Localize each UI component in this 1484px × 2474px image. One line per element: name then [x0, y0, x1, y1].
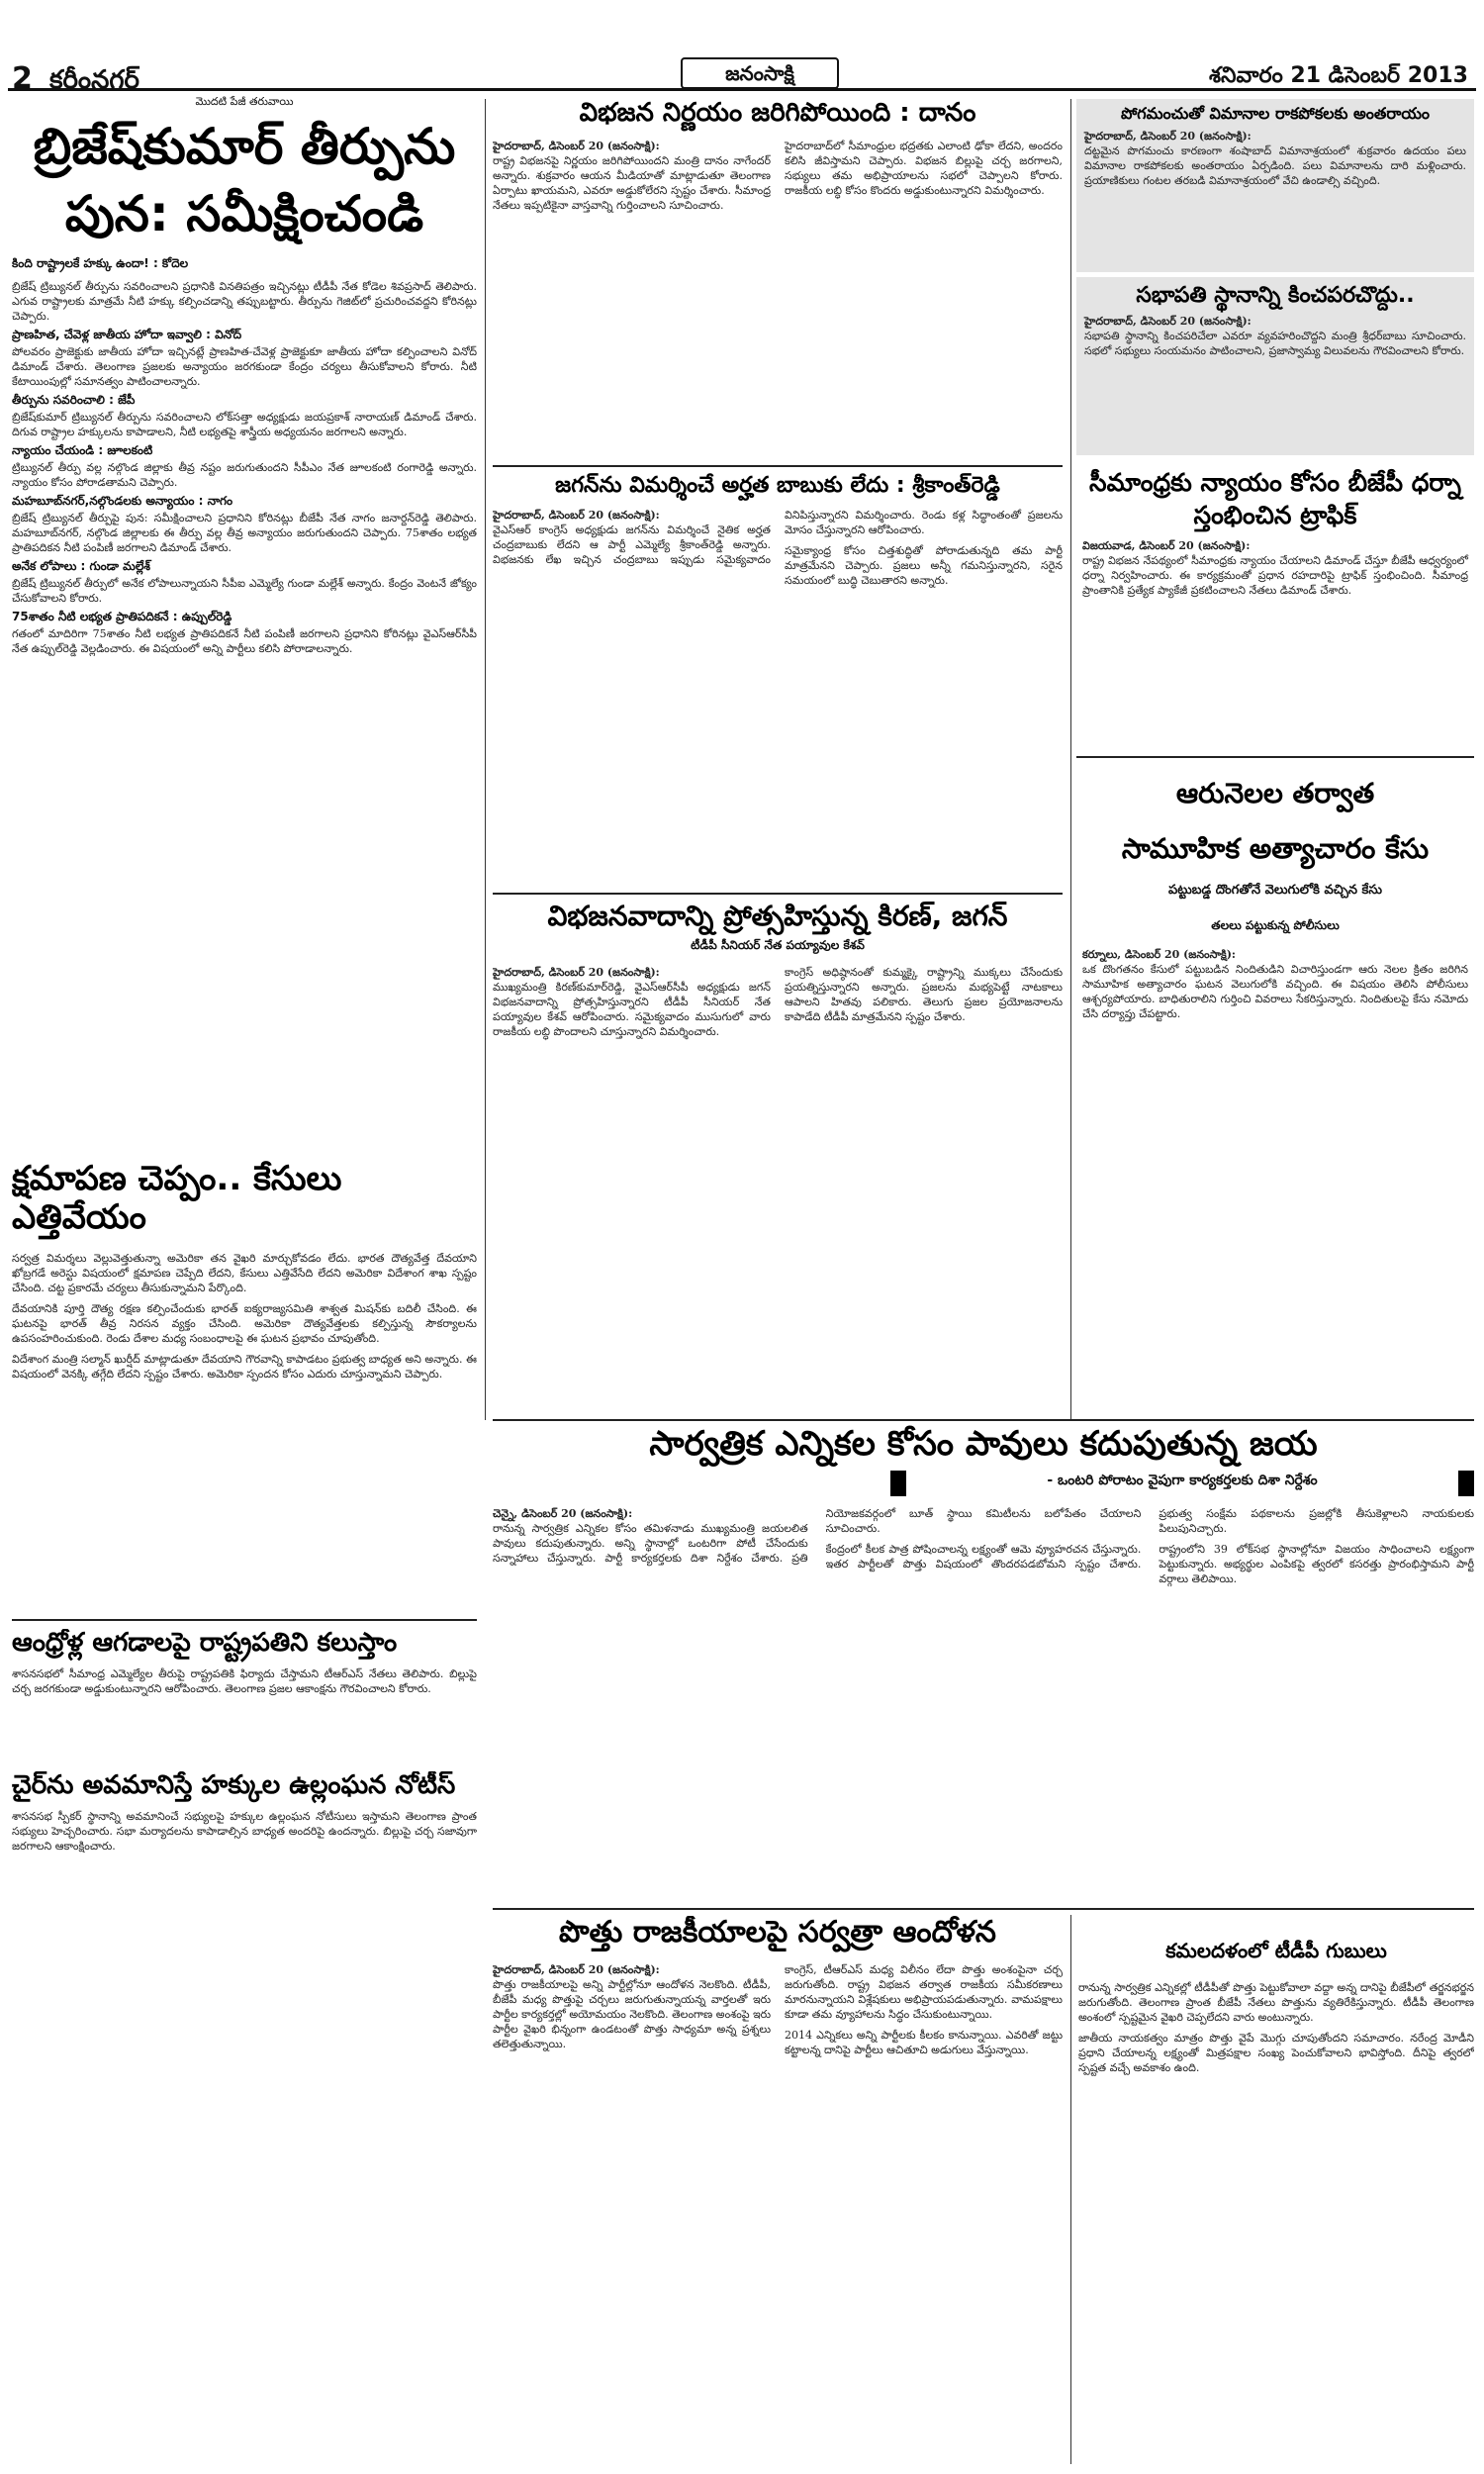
strap-bracket-left	[890, 1471, 906, 1496]
paragraph: ట్రిబ్యునల్ తీర్పు వల్ల నల్గొండ జిల్లాకు తీవ్ర నష్టం జరుగుతుందని సీపీఎం నేత జూలకంటి రంగారెడ్డి అన్నారు. న్యాయం కోసం పోరాడతామని చెప్పారు.	[12, 461, 477, 489]
kicker: కింది రాష్ట్రాలకే హక్కు ఉందా! : కోదెల	[12, 256, 189, 270]
story-jaya	[493, 1506, 1474, 1902]
dateline: హైదరాబాద్, డిసెంబర్ 20 (జనంసాక్షి):	[1084, 130, 1252, 143]
story-alliance	[493, 1916, 1063, 2464]
headline: సీమాంధ్రకు న్యాయం కోసం బీజేపీ ధర్నా	[1089, 468, 1461, 497]
headline: విభజన నిర్ణయం జరిగిపోయింది : దానం	[579, 99, 976, 128]
paragraph: దేవయానికి పూర్తి దౌత్య రక్షణ కల్పించేందుకు భారత్ ఐక్యరాజ్యసమితి శాశ్వత మిషన్‌కు బదిలీ చేసింది. ఈ ఘటనపై భారత్ తీవ్ర నిరసన వ్యక్తం చేసింది. అమెరికా దౌత్యవేత్తలకు కల్పిస్తున్న సౌకర్యాలను ఉపసంహరించుకుంది. రెండు దేశాల మధ్య సంబంధాలపై ఈ ఘటన ప్రభావం చూపుతోంది.	[12, 1302, 477, 1346]
paragraph: రాష్ట్రంలోని 39 లోక్‌సభ స్థానాల్లోనూ విజయం సాధించాలని లక్ష్యంగా పెట్టుకున్నారు. అభ్యర్థుల ఎంపికపై త్వరలో కసరత్తు ప్రారంభిస్తామని పార్టీ వర్గాలు తెలిపాయి.	[1159, 1543, 1474, 1585]
story-president	[12, 1629, 477, 1767]
paragraph: హైదరాబాద్‌లో సీమాంధ్రుల భద్రతకు ఎలాంటి ఢోకా లేదని, అందరం కలిసి జీవిస్తామని చెప్పారు. విభజన బిల్లుపై చర్చ జరగాలని, సభ్యులు తమ అభిప్రాయాలను సభలో చెప్పాలని కోరారు. రాజకీయ లబ్ధి కోసం కొందరు అడ్డుకుంటున్నారని విమర్శించారు.	[785, 139, 1063, 197]
dateline: చెన్నై, డిసెంబర్ 20 (జనంసాక్షి):	[493, 1507, 633, 1520]
paragraph: బ్రిజేష్‌కుమార్ ట్రిబ్యునల్ తీర్పును సవరించాలని లోక్‌సత్తా అధ్యక్షుడు జయప్రకాశ్ నారాయణ్ డిమాండ్ చేశారు. దిగువ రాష్ట్రాల హక్కులను కాపాడాలని, నీటి లభ్యతపై శాస్త్రీయ అధ్యయనం జరగాలని అన్నారు.	[12, 411, 477, 438]
paper-logo: జనంసాక్షి	[681, 57, 839, 89]
dateline: హైదరాబాద్, డిసెంబర్ 20 (జనంసాక్షి):	[493, 1962, 660, 1976]
headline: సార్వత్రిక ఎన్నికల కోసం పావులు కదుపుతున్న జయ	[649, 1425, 1318, 1464]
dateline: విజయవాడ, డిసెంబర్ 20 (జనంసాక్షి):	[1082, 538, 1251, 552]
paragraph: సమైక్యాంధ్ర కోసం చిత్తశుద్ధితో పోరాడుతున్నది తమ పార్టీ మాత్రమేనని చెప్పారు. ప్రజలు అన్నీ గమనిస్తున్నారని, సరైన సమయంలో బుద్ధి చెబుతారని అన్నారు.	[785, 544, 1063, 588]
headline: పొత్తు రాజకీయాలపై సర్వత్రా ఆందోళన	[558, 1916, 996, 1950]
masthead	[8, 61, 1476, 96]
page-number: 2	[12, 61, 33, 96]
column-rule	[485, 99, 486, 1420]
photo-caption: తలలు పట్టుకున్న పోలీసులు	[1211, 918, 1340, 933]
column-rule	[1070, 1915, 1071, 2464]
kicker: పట్టుబడ్డ దొంగతోనే వెలుగులోకి వచ్చిన కేసు	[1168, 883, 1382, 899]
story-bjp-tdp	[1078, 1920, 1474, 2464]
story-bjp-dharna	[1076, 465, 1474, 752]
headline: స్తంభించిన ట్రాఫిక్	[1193, 500, 1357, 529]
paragraph: 2014 ఎన్నికలు అన్ని పార్టీలకు కీలకం కానున్నాయి. ఎవరితో జట్టు కట్టాలన్న దానిపై పార్టీలు ఆచితూచి అడుగులు వేస్తున్నాయి.	[785, 2028, 1063, 2056]
story-tribunal	[12, 95, 477, 1154]
headline: బ్రిజేష్‌కుమార్ తీర్పును	[33, 118, 456, 175]
paragraph: కేంద్రంలో కీలక పాత్ర పోషించాలన్న లక్ష్యంతో ఆమె వ్యూహరచన చేస్తున్నారు. ఇతర పార్టీలతో పొత్తు విషయంలో తొందరపడబోమని స్పష్టం చేశారు. ప్రభుత్వ సంక్షేమ పథకాలను ప్రజల్లోకి తీసుకెళ్లాలని నాయకులకు పిలుపునిచ్చారు.	[825, 1507, 1474, 1570]
paragraph: పొత్తు రాజకీయాలపై అన్ని పార్టీల్లోనూ ఆందోళన నెలకొంది. టీడీపీ, బీజేపీ మధ్య పొత్తుపై చర్చలు జరుగుతున్నాయన్న వార్తలతో ఇరు పార్టీల కార్యకర్తల్లో అయోమయం నెలకొంది. తెలంగాణ అంశంపై ఇరు పార్టీల వైఖరి భిన్నంగా ఉండటంతో పొత్తు సాధ్యమా అన్న ప్రశ్నలు తలెత్తుతున్నాయి.	[493, 1977, 771, 2050]
paragraph: సభాపతి స్థానాన్ని కించపరిచేలా ఎవరూ వ్యవహరించొద్దని మంత్రి శ్రీధర్‌బాబు సూచించారు. సభలో సభ్యులు సంయమనం పాటించాలని, ప్రజాస్వామ్య విలువలను గౌరవించాలని కోరారు.	[1084, 330, 1466, 358]
paragraph: శాసనసభ స్పీకర్ స్థానాన్ని అవమానించే సభ్యులపై హక్కుల ఉల్లంఘన నోటీసులు ఇస్తామని తెలంగాణ ప్రాంత సభ్యులు హెచ్చరించారు. సభా మర్యాదలను కాపాడాల్సిన బాధ్యత అందరిపై ఉందన్నారు. బిల్లుపై చర్చ సజావుగా జరగాలని ఆకాంక్షించారు.	[12, 1809, 477, 1853]
paragraph: విదేశాంగ మంత్రి సల్మాన్ ఖుర్షీద్ మాట్లాడుతూ దేవయాని గౌరవాన్ని కాపాడటం ప్రభుత్వ బాధ్యత అని అన్నారు. ఈ విషయంలో వెనక్కి తగ్గేది లేదని స్పష్టం చేశారు. అమెరికా స్పందన కోసం ఎదురు చూస్తున్నామని చెప్పారు.	[12, 1353, 477, 1381]
column-rule	[1070, 99, 1071, 1420]
subheading: మహబూబ్‌నగర్,నల్గొండలకు అన్యాయం : నాగం	[12, 494, 233, 508]
headline: కమలదళంలో టీడీపీ గుబులు	[1165, 1939, 1387, 1962]
subheading: 75శాతం నీటి లభ్యత ప్రాతిపదికనే : ఉప్పుల్‌రెడ్డి	[12, 610, 232, 623]
story-danam	[493, 99, 1063, 465]
story-case	[1076, 764, 1474, 1417]
dateline: హైదరాబాద్, డిసెంబర్ 20 (జనంసాక్షి):	[1084, 315, 1252, 329]
divider	[1076, 756, 1474, 758]
dateline: హైదరాబాద్, డిసెంబర్ 20 (జనంసాక్షి):	[493, 966, 660, 980]
headline: పున: సమీక్షించండి	[64, 184, 424, 242]
continuation-label: మొదటి పేజీ తరువాయి	[195, 95, 294, 108]
paragraph: శాసనసభలో సీమాంధ్ర ఎమ్మెల్యేల తీరుపై రాష్ట్రపతికి ఫిర్యాదు చేస్తామని టీఆర్‌ఎస్ నేతలు తెలిపారు. బిల్లుపై చర్చ జరగకుండా అడ్డుకుంటున్నారని ఆరోపించారు. తెలంగాణ ప్రజల ఆకాంక్షను గౌరవించాలని కోరారు.	[12, 1666, 477, 1695]
paragraph: ఒక దొంగతనం కేసులో పట్టుబడిన నిందితుడిని విచారిస్తుండగా ఆరు నెలల క్రితం జరిగిన సామూహిక అత్యాచారం ఘటన వెలుగులోకి వచ్చింది. ఈ విషయం తెలిసి పోలీసులు ఆశ్చర్యపోయారు. బాధితురాలిని గుర్తించి వివరాలు సేకరిస్తున్నారు. నిందితులపై కేసు నమోదు చేసి దర్యాప్తు చేపట్టారు.	[1082, 963, 1468, 1021]
paragraph: రాష్ట్ర విభజనపై నిర్ణయం జరిగిపోయిందని మంత్రి దానం నాగేందర్ అన్నారు. శుక్రవారం ఆయన మీడియాతో మాట్లాడుతూ తెలంగాణ ఏర్పాటు ఖాయమని, ఎవరూ అడ్డుకోలేరని స్పష్టం చేశారు. సీమాంధ్ర నేతలు ఇప్పటికైనా వాస్తవాన్ని గుర్తించాలని సూచించారు.	[493, 153, 771, 212]
divider	[493, 1908, 1474, 1910]
subheading: అనేక లోపాలు : గుండా మల్లేశ్	[12, 559, 150, 573]
story-jaya-headline	[493, 1425, 1474, 1473]
paragraph: బ్రిజేష్ ట్రిబ్యునల్ తీర్పుపై పున: సమీక్షించాలని ప్రధానిని కోరినట్లు బీజేపీ నేత నాగం జనార్దన్‌రెడ్డి తెలిపారు. మహబూబ్‌నగర్, నల్గొండ జిల్లాలకు ఈ తీర్పు వల్ల తీవ్ర అన్యాయం జరుగుతుందని చెప్పారు. 75శాతం లభ్యత ప్రాతిపదికన నీటి పంపిణీ జరగాలని డిమాండ్ చేశారు.	[12, 512, 477, 554]
headline: జగన్‌ను విమర్శించే అర్హత బాబుకు లేదు : శ్రీకాంత్‌రెడ్డి	[555, 473, 1000, 498]
subheading: న్యాయం చేయండి : జూలకంటి	[12, 443, 153, 457]
paragraph: కాంగ్రెస్ అధిష్ఠానంతో కుమ్మక్కై రాష్ట్రాన్ని ముక్కలు చేసేందుకు ప్రయత్నిస్తున్నారని అన్నారు. ప్రజలను మభ్యపెట్టే నాటకాలు ఆపాలని హితవు పలికారు. తెలుగు ప్రజల ప్రయోజనాలను కాపాడేది టీడీపీ మాత్రమేనని స్పష్టం చేశారు.	[785, 966, 1063, 1024]
paragraph: దట్టమైన పొగమంచు కారణంగా శంషాబాద్ విమానాశ్రయంలో శుక్రవారం ఉదయం పలు విమానాల రాకపోకలకు అంతరాయం ఏర్పడింది. పలు విమానాలను దారి మళ్లించారు. ప్రయాణికులు గంటల తరబడి విమానాశ్రయంలో వేచి ఉండాల్సి వచ్చింది.	[1084, 144, 1466, 188]
story-apology	[12, 1160, 477, 1615]
headline: పోగమంచుతో విమానాల రాకపోకలకు అంతరాయం	[1120, 104, 1431, 123]
divider	[12, 1619, 477, 1621]
paragraph: సర్వత్ర విమర్శలు వెల్లువెత్తుతున్నా అమెరికా తన వైఖరి మార్చుకోవడం లేదు. భారత దౌత్యవేత్త దేవయాని ఖోబ్రగడే అరెస్టు విషయంలో క్షమాపణ చెప్పేది లేదని, కేసులు ఎత్తివేసేది లేదని అమెరికా విదేశాంగ శాఖ స్పష్టం చేసింది. చట్ట ప్రకారమే చర్యలు తీసుకున్నామని పేర్కొంది.	[12, 1252, 477, 1295]
paragraph: బ్రిజేష్ ట్రిబ్యునల్ తీర్పును సవరించాలని ప్రధానికి వినతిపత్రం ఇచ్చినట్లు టీడీపీ నేత కోడెల శివప్రసాద్ తెలిపారు. ఎగువ రాష్ట్రాలకు మాత్రమే నీటి హక్కు కల్పించడాన్ని తప్పుబట్టారు. తీర్పును గెజిట్‌లో ప్రచురించవద్దని కోరినట్లు చెప్పారు.	[12, 280, 477, 323]
headline: సభాపతి స్థానాన్ని కించపరచొద్దు..	[1136, 283, 1415, 308]
issue-date: శనివారం 21 డిసెంబర్ 2013	[1208, 63, 1468, 88]
kicker: టీడీపీ సీనియర్ నేత పయ్యావుల కేశవ్	[691, 938, 865, 953]
dateline: కర్నూలు, డిసెంబర్ 20 (జనంసాక్షి):	[1082, 948, 1236, 962]
headline: ఆరునెలల తర్వాత	[1175, 777, 1375, 809]
headline: సామూహిక అత్యాచారం కేసు	[1121, 832, 1430, 866]
paragraph: వైఎస్‌ఆర్ కాంగ్రెస్ అధ్యక్షుడు జగన్‌ను విమర్శించే నైతిక అర్హత చంద్రబాబుకు లేదని ఆ పార్టీ ఎమ్మెల్యే శ్రీకాంత్‌రెడ్డి అన్నారు. విభజనకు లేఖ ఇచ్చిన చంద్రబాబు ఇప్పుడు సమైక్యవాదం వినిపిస్తున్నారని విమర్శించారు. రెండు కళ్ల సిద్ధాంతంతో ప్రజలను మోసం చేస్తున్నారని ఆరోపించారు.	[493, 509, 1063, 567]
divider	[493, 465, 1063, 467]
strap-text: - ఒంటరి పోరాటం వైపుగా కార్యకర్తలకు దిశా నిర్దేశం	[1047, 1473, 1318, 1488]
divider	[493, 1419, 1474, 1421]
paragraph: రానున్న సార్వత్రిక ఎన్నికల కోసం తమిళనాడు ముఖ్యమంత్రి జయలలిత పావులు కదుపుతున్నారు. అన్ని స్థానాల్లో ఒంటరిగా పోటీ చేసేందుకు సన్నాహాలు చేస్తున్నారు. పార్టీ కార్యకర్తలకు దిశా నిర్దేశం చేశారు. ప్రతి నియోజకవర్గంలో బూత్ స్థాయి కమిటీలను బలోపేతం చేయాలని సూచించారు.	[493, 1507, 1142, 1565]
headline: చైర్‌ను అవమానిస్తే హక్కుల ఉల్లంఘన నోటీస్	[12, 1771, 456, 1800]
headline: ఆంధ్రోళ్ల ఆగడాలపై రాష్ట్రపతిని కలుస్తాం	[12, 1629, 398, 1658]
paragraph: పోలవరం ప్రాజెక్టుకు జాతీయ హోదా ఇచ్చినట్లే ప్రాణహిత-చేవెళ్ల ప్రాజెక్టుకూ జాతీయ హోదా కల్పించాలని వినోద్ డిమాండ్ చేశారు. తెలంగాణ ప్రజలకు అన్యాయం జరగకుండా కేంద్రం చర్యలు తీసుకోవాలని కోరారు. నీటి కేటాయింపుల్లో సమానత్వం పాటించాలన్నారు.	[12, 345, 477, 388]
story-speaker	[1076, 277, 1474, 455]
paragraph: కాంగ్రెస్, టీఆర్‌ఎస్ మధ్య విలీనం లేదా పొత్తు అంశంపైనా చర్చ జరుగుతోంది. రాష్ట్ర విభజన తర్వాత రాజకీయ సమీకరణాలు మారనున్నాయని విశ్లేషకులు అభిప్రాయపడుతున్నారు. వామపక్షాలు కూడా తమ వ్యూహాలను సిద్ధం చేసుకుంటున్నాయి.	[785, 1962, 1063, 2021]
strap-bracket-right	[1458, 1471, 1474, 1496]
paragraph: ముఖ్యమంత్రి కిరణ్‌కుమార్‌రెడ్డి, వైఎస్‌ఆర్‌సీపీ అధ్యక్షుడు జగన్ విభజనవాదాన్ని ప్రోత్సహిస్తున్నారని టీడీపీ సీనియర్ నేత పయ్యావుల కేశవ్ ఆరోపించారు. సమైక్యవాదం ముసుగులో వారు రాజకీయ లబ్ధి పొందాలని చూస్తున్నారని విమర్శించారు.	[493, 981, 771, 1039]
paragraph: బ్రిజేష్ ట్రిబ్యునల్ తీర్పులో అనేక లోపాలున్నాయని సీపీఐ ఎమ్మెల్యే గుండా మల్లేశ్ అన్నారు. కేంద్రం వెంటనే జోక్యం చేసుకోవాలని కోరారు.	[12, 577, 477, 605]
story-notice	[12, 1771, 477, 1969]
subheading: తీర్పును సవరించాలి : జేపీ	[12, 393, 136, 407]
edition-name: కరీంనగర్	[48, 65, 139, 95]
dateline: హైదరాబాద్, డిసెంబర్ 20 (జనంసాక్షి):	[493, 139, 660, 152]
story-kiran-jagan	[493, 901, 1063, 1415]
dateline: హైదరాబాద్, డిసెంబర్ 20 (జనంసాక్షి):	[493, 509, 660, 523]
story-fog	[1076, 99, 1474, 272]
story-srikanth	[493, 473, 1063, 889]
divider	[493, 893, 1063, 895]
paragraph: రాష్ట్ర విభజన నేపథ్యంలో సీమాంధ్రకు న్యాయం చేయాలని డిమాండ్ చేస్తూ బీజేపీ ఆధ్వర్యంలో ధర్నా నిర్వహించారు. ఈ కార్యక్రమంతో ప్రధాన రహదారిపై ట్రాఫిక్ స్తంభించింది. సీమాంధ్ర ప్రాంతానికి ప్రత్యేక ప్యాకేజీ ప్రకటించాలని నేతలు డిమాండ్ చేశారు.	[1082, 553, 1468, 597]
paragraph: గతంలో మాదిరిగా 75శాతం నీటి లభ్యత ప్రాతిపదికనే నీటి పంపిణీ జరగాలని ప్రధానిని కోరినట్లు వైఎస్‌ఆర్‌సీపీ నేత ఉప్పుల్‌రెడ్డి వెల్లడించారు. ఈ విషయంలో అన్ని పార్టీలు కలిసి పోరాడాలన్నారు.	[12, 627, 477, 655]
subheading: ప్రాణహిత, చేవెళ్ల జాతీయ హోదా ఇవ్వాలి : వినోద్	[12, 328, 242, 341]
headline-strap	[890, 1467, 1474, 1500]
headline: క్షమాపణ చెప్పం.. కేసులు ఎత్తివేయం	[12, 1160, 342, 1238]
paragraph: రానున్న సార్వత్రిక ఎన్నికల్లో టీడీపీతో పొత్తు పెట్టుకోవాలా వద్దా అన్న దానిపై బీజేపీలో తర్జనభర్జన జరుగుతోంది. తెలంగాణ ప్రాంత బీజేపీ నేతలు పొత్తును వ్యతిరేకిస్తున్నారు. టీడీపీ తెలంగాణ అంశంలో స్పష్టమైన వైఖరి చెప్పలేదని వారు అంటున్నారు.	[1078, 1981, 1474, 2024]
headline: విభజనవాదాన్ని ప్రోత్సహిస్తున్న కిరణ్, జగన్	[547, 901, 1008, 932]
paragraph: జాతీయ నాయకత్వం మాత్రం పొత్తు వైపే మొగ్గు చూపుతోందని సమాచారం. నరేంద్ర మోడీని ప్రధాని చేయాలన్న లక్ష్యంతో మిత్రపక్షాల సంఖ్య పెంచుకోవాలని భావిస్తోంది. దీనిపై త్వరలో స్పష్టత వచ్చే అవకాశం ఉంది.	[1078, 2032, 1474, 2074]
